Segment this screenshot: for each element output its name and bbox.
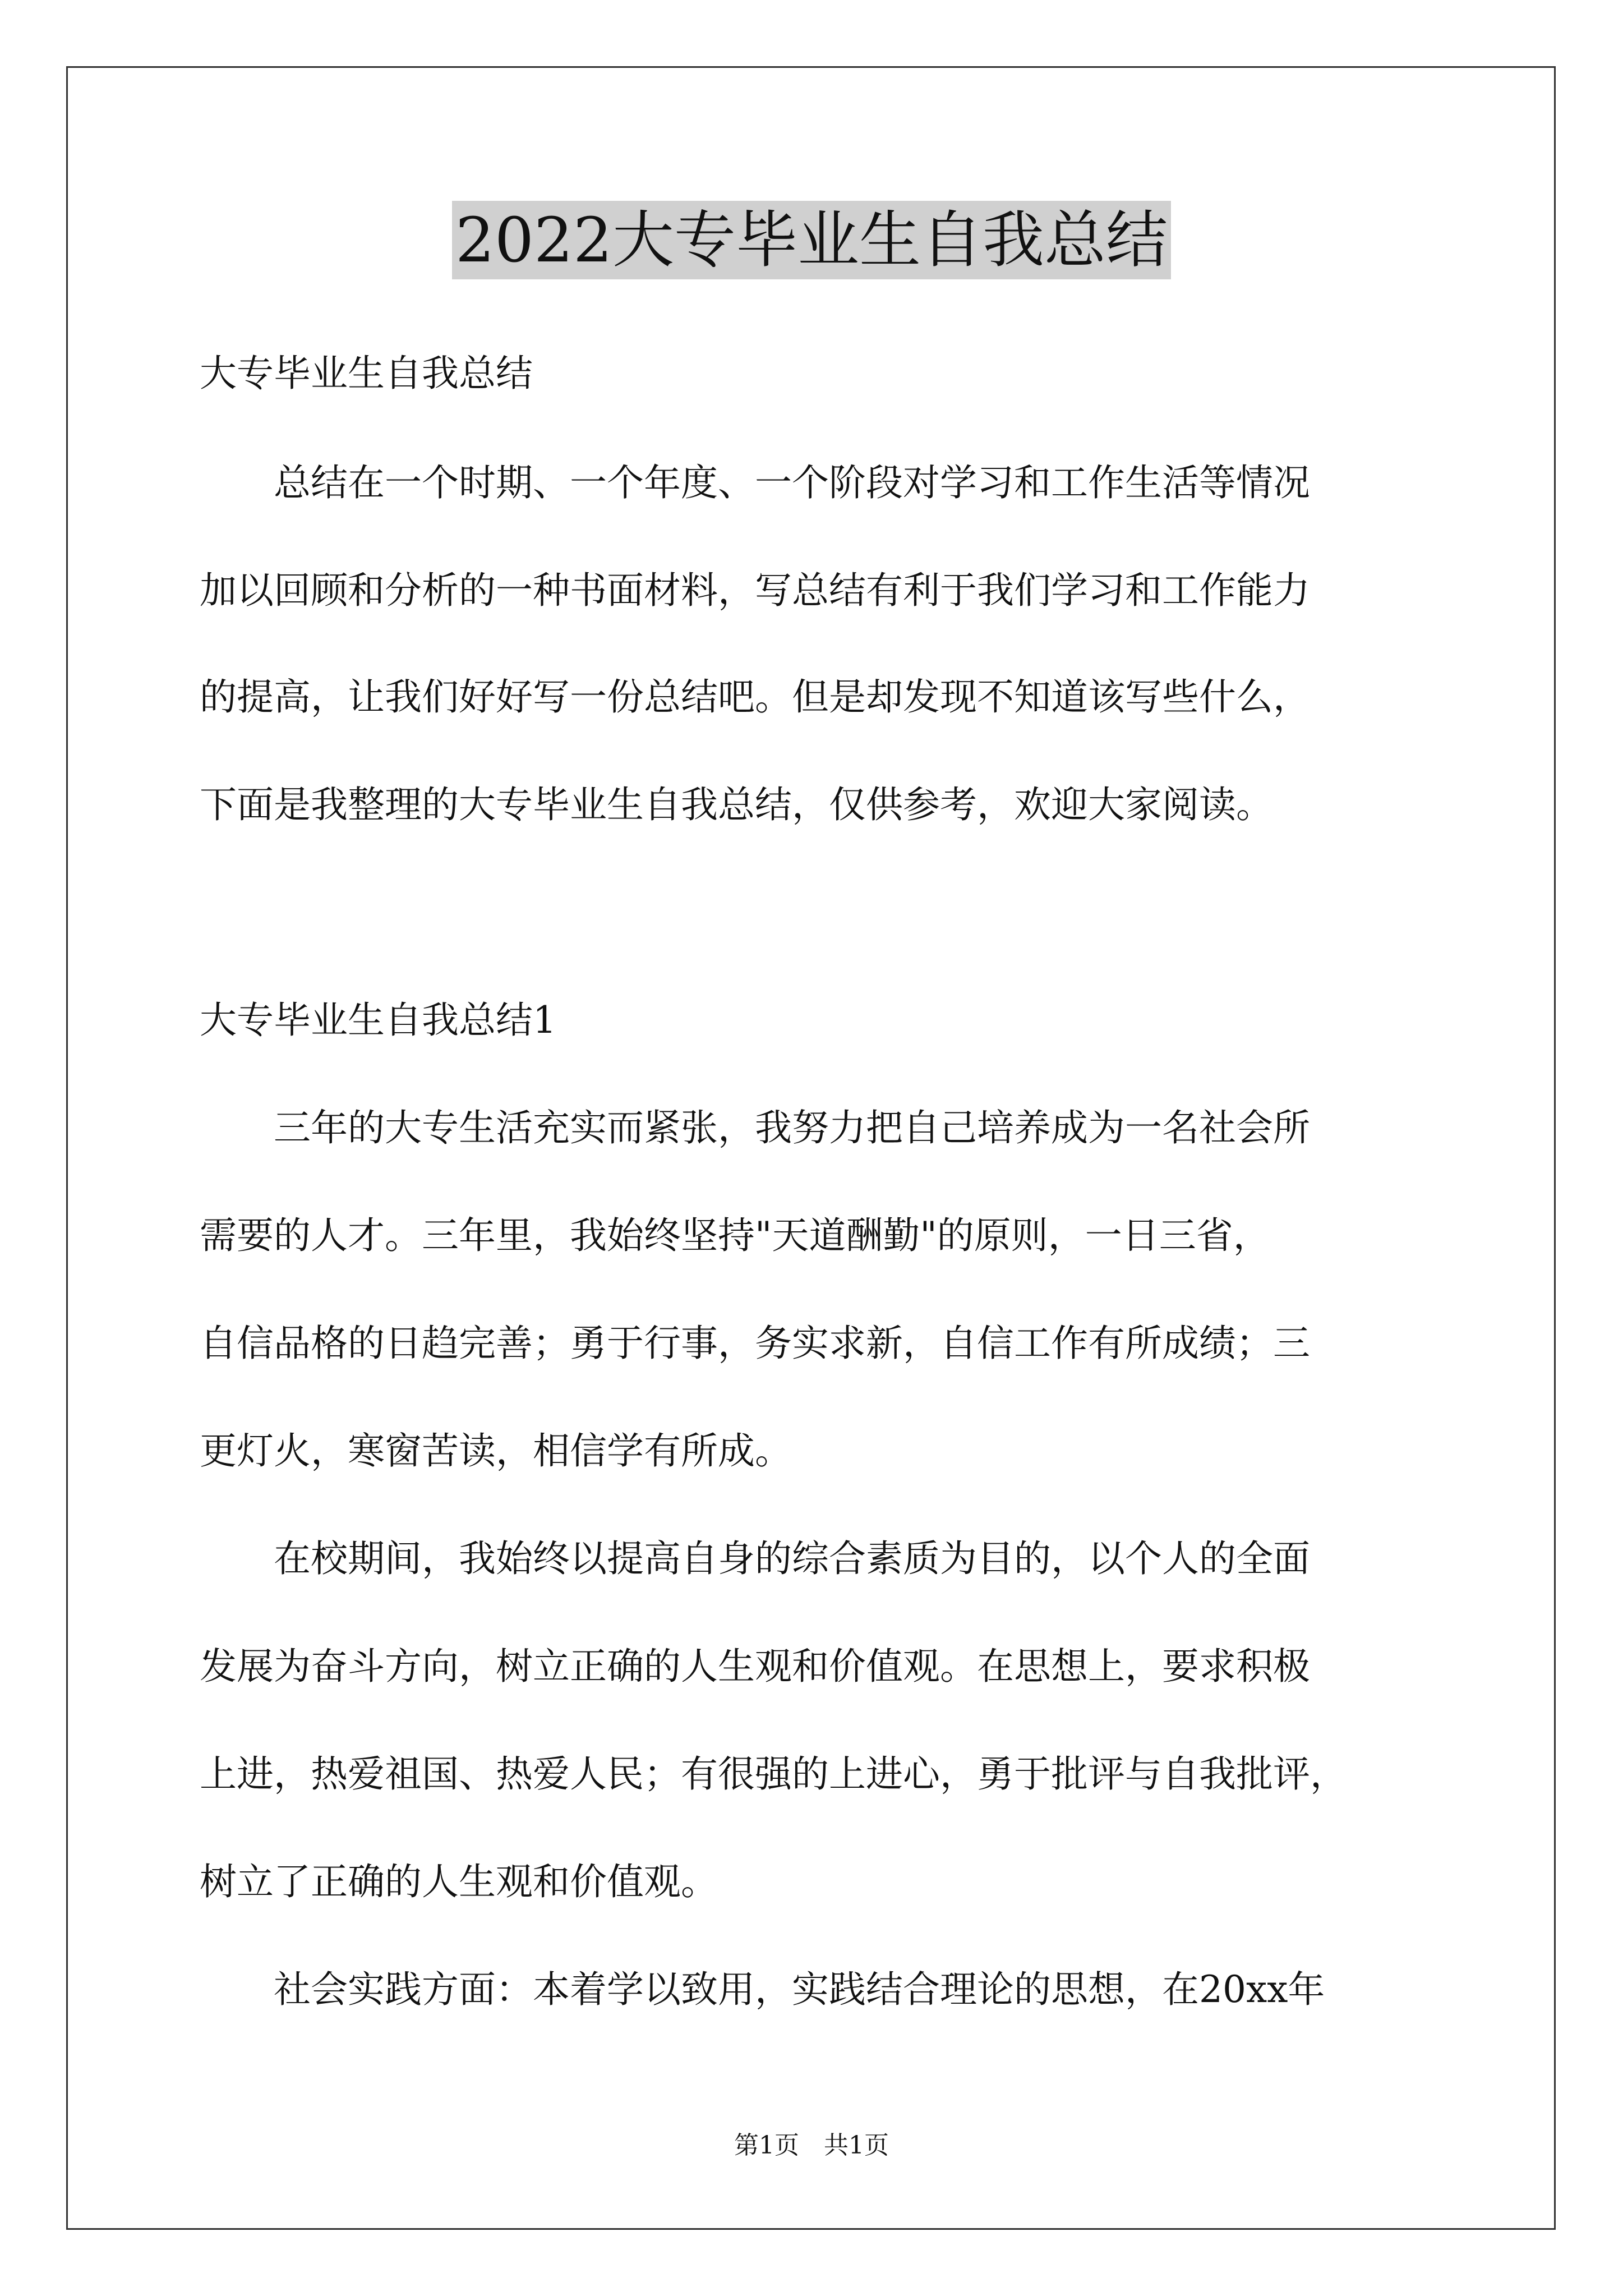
paragraph-line: 在校期间，我始终以提高自身的综合素质为目的，以个人的全面 <box>200 1537 1310 1580</box>
paragraph-line: 自信品格的日趋完善；勇于行事，务实求新，自信工作有所成绩；三 <box>200 1322 1310 1365</box>
paragraph-line: 更灯火，寒窗苦读，相信学有所成。 <box>200 1429 792 1473</box>
title-container <box>0 201 1623 279</box>
paragraph-line: 发展为奋斗方向，树立正确的人生观和价值观。在思想上，要求积极 <box>200 1645 1310 1688</box>
paragraph-line: 下面是我整理的大专毕业生自我总结，仅供参考，欢迎大家阅读。 <box>200 783 1273 826</box>
paragraph-line: 总结在一个时期、一个年度、一个阶段对学习和工作生活等情况 <box>200 461 1310 504</box>
page-footer: 第1页 共1页 <box>734 2131 889 2160</box>
paragraph-line: 树立了正确的人生观和价值观。 <box>200 1860 718 1903</box>
document-title: 2022大专毕业生自我总结 <box>452 201 1171 279</box>
paragraph-line: 社会实践方面：本着学以致用，实践结合理论的思想，在20xx年 <box>200 1968 1325 2011</box>
paragraph-line: 需要的人才。三年里，我始终坚持"天道酬勤"的原则，一日三省， <box>200 1214 1270 1257</box>
paragraph-line: 三年的大专生活充实而紧张，我努力把自己培养成为一名社会所 <box>200 1106 1310 1149</box>
paragraph-line: 上进，热爱祖国、热爱人民；有很强的上进心，勇于批评与自我批评， <box>200 1752 1347 1796</box>
paragraph-line: 加以回顾和分析的一种书面材料，写总结有利于我们学习和工作能力 <box>200 569 1310 612</box>
section-heading: 大专毕业生自我总结1 <box>200 999 556 1042</box>
paragraph-line: 的提高，让我们好好写一份总结吧。但是却发现不知道该写些什么， <box>200 675 1310 719</box>
section-heading: 大专毕业生自我总结 <box>200 352 533 395</box>
